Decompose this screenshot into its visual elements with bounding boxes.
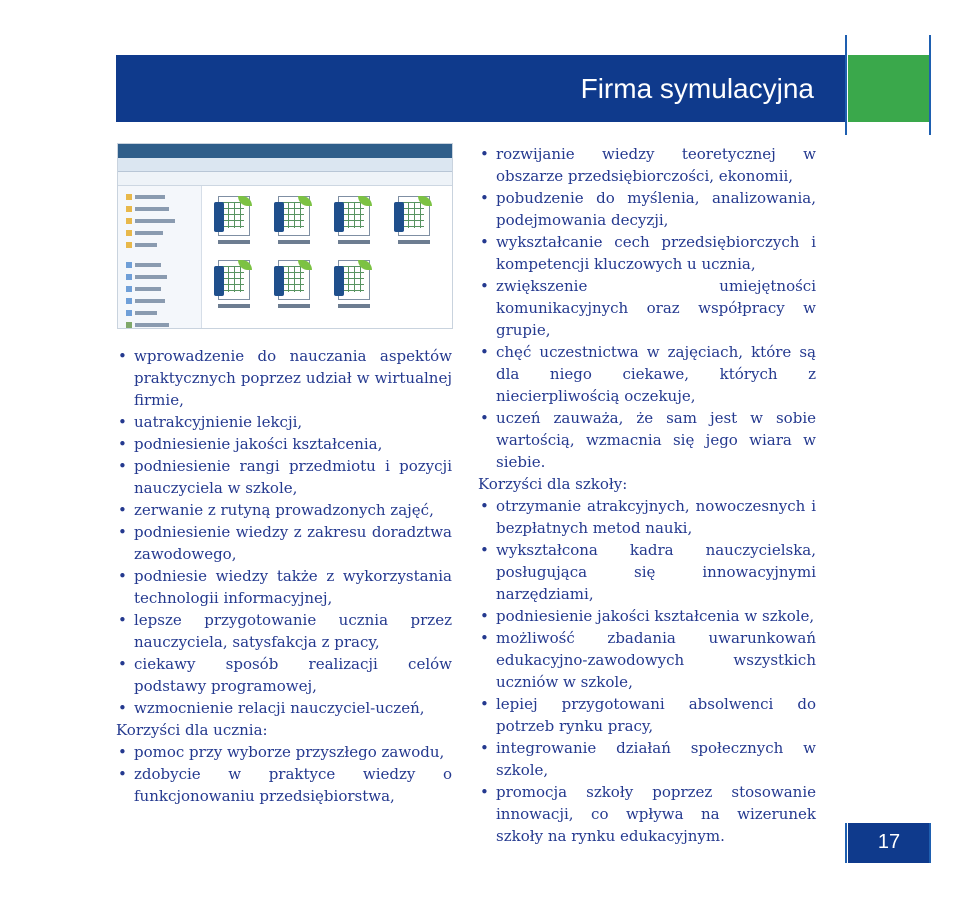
list-item: • pobudzenie do myślenia, analizowania, podejmowania decyzji, bbox=[478, 187, 816, 231]
list-item: • ciekawy sposób realizacji celów podstawy programowej, bbox=[116, 653, 452, 697]
list-item: • pomoc przy wyborze przyszłego zawodu, bbox=[116, 741, 452, 763]
list-item: • chęć uczestnictwa w zajęciach, które są dla niego ciekawe, których z niecierpliwością oczekuje, bbox=[478, 341, 816, 407]
left-column bbox=[116, 345, 452, 807]
list-item: • uatrakcyjnienie lekcji, bbox=[116, 411, 452, 433]
file-icon bbox=[214, 260, 254, 312]
student-benefits-heading: Korzyści dla ucznia: bbox=[116, 721, 268, 739]
list-item: • podniesienie wiedzy z zakresu doradztwa zawodowego, bbox=[116, 521, 452, 565]
file-icon bbox=[334, 260, 374, 312]
divider-line-right bbox=[929, 35, 931, 135]
list-item: • rozwijanie wiedzy teoretycznej w obszarze przedsiębiorczości, ekonomii, bbox=[478, 143, 816, 187]
list-item: • zwiększenie umiejętności komunikacyjnych oraz współpracy w grupie, bbox=[478, 275, 816, 341]
page-title: Firma symulacyjna bbox=[580, 73, 814, 104]
file-icon bbox=[214, 196, 254, 248]
file-icon bbox=[274, 260, 314, 312]
divider-line-left bbox=[845, 35, 847, 135]
list-item: • podniesienie rangi przedmiotu i pozycji nauczyciela w szkole, bbox=[116, 455, 452, 499]
list-item: • wprowadzenie do nauczania aspektów praktycznych poprzez udział w wirtualnej firmie, bbox=[116, 345, 452, 411]
file-icon bbox=[274, 196, 314, 248]
student-benefits-list bbox=[116, 741, 452, 807]
screenshot-addressbar bbox=[118, 158, 452, 172]
footer-line-right bbox=[929, 823, 931, 863]
screenshot-toolbar bbox=[118, 172, 452, 186]
list-item: • podniesienie jakości kształcenia, bbox=[116, 433, 452, 455]
list-item: • uczeń zauważa, że sam jest w sobie wartością, wzmacnia się jego wiara w siebie. bbox=[478, 407, 816, 473]
page-number: 17 bbox=[877, 831, 901, 853]
list-item: • podniesie wiedzy także z wykorzystania technologii informacyjnej, bbox=[116, 565, 452, 609]
right-column bbox=[478, 143, 816, 847]
list-item: • wykształcanie cech przedsiębiorczych i kompetencji kluczowych u ucznia, bbox=[478, 231, 816, 275]
school-benefits-heading: Korzyści dla szkoły: bbox=[478, 475, 628, 493]
header-band bbox=[116, 55, 847, 122]
school-benefits-list bbox=[478, 495, 816, 847]
list-item: • zdobycie w praktyce wiedzy o funkcjonowaniu przedsiębiorstwa, bbox=[116, 763, 452, 807]
list-item: • lepsze przygotowanie ucznia przez nauczyciela, satysfakcja z pracy, bbox=[116, 609, 452, 653]
list-item: • wzmocnienie relacji nauczyciel-uczeń, bbox=[116, 697, 452, 719]
list-item: • promocja szkoły poprzez stosowanie innowacji, co wpływa na wizerunek szkoły na rynku edukacyjnym. bbox=[478, 781, 816, 847]
list-item: • możliwość zbadania uwarunkowań edukacyjno-zawodowych wszystkich uczniów w szkole, bbox=[478, 627, 816, 693]
file-icon bbox=[334, 196, 374, 248]
student-benefits-list-continued bbox=[478, 143, 816, 473]
teacher-benefits-list bbox=[116, 345, 452, 719]
list-item: • zerwanie z rutyną prowadzonych zajęć, bbox=[116, 499, 452, 521]
screenshot-sidebar bbox=[118, 186, 202, 329]
list-item: • otrzymanie atrakcyjnych, nowoczesnych i bezpłatnych metod nauki, bbox=[478, 495, 816, 539]
footer-line-left bbox=[845, 823, 847, 863]
header-accent-block bbox=[848, 55, 930, 122]
list-item: • integrowanie działań społecznych w szkole, bbox=[478, 737, 816, 781]
list-item: • wykształcona kadra nauczycielska, posługująca się innowacyjnymi narzędziami, bbox=[478, 539, 816, 605]
file-explorer-screenshot bbox=[117, 143, 453, 329]
page-number-box bbox=[848, 823, 930, 863]
file-icon bbox=[394, 196, 434, 248]
screenshot-titlebar bbox=[118, 144, 452, 158]
list-item: • podniesienie jakości kształcenia w szkole, bbox=[478, 605, 816, 627]
list-item: • lepiej przygotowani absolwenci do potrzeb rynku pracy, bbox=[478, 693, 816, 737]
